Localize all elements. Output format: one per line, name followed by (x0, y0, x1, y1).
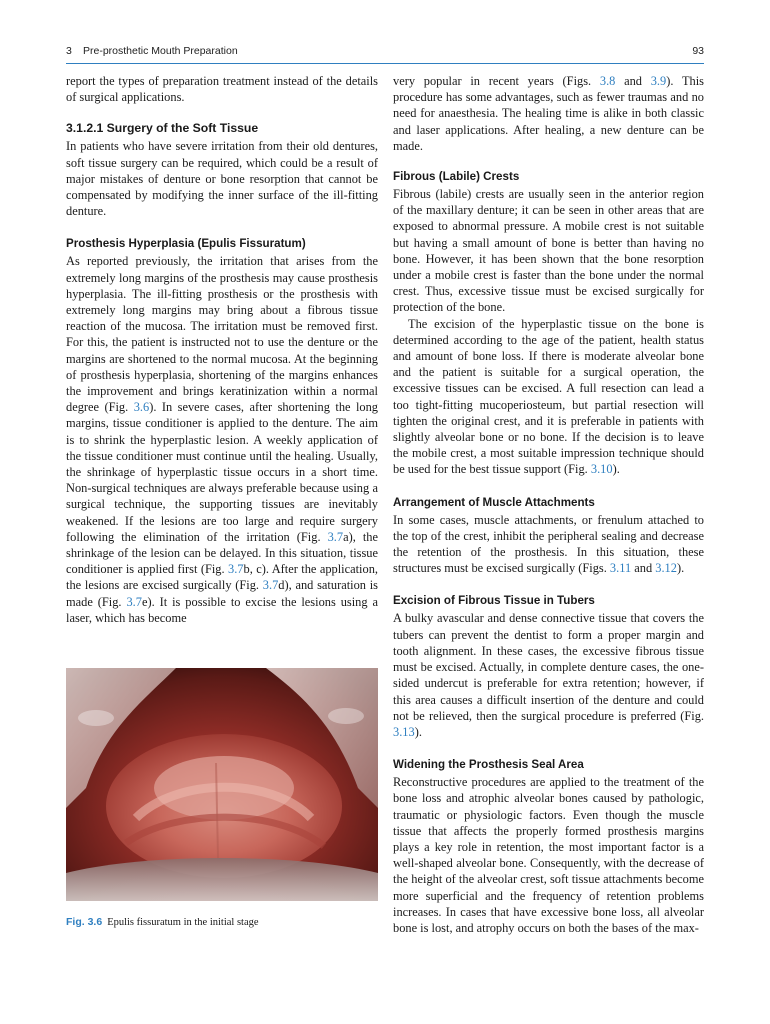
figure-link[interactable]: 3.13 (393, 724, 415, 739)
section-heading-soft-tissue: 3.1.2.1 Surgery of the Soft Tissue (66, 121, 259, 136)
subheading-seal-area: Widening the Prosthesis Seal Area (393, 758, 584, 772)
figure-link[interactable]: 3.9 (650, 74, 667, 88)
caption-text: Epulis fissuratum in the initial stage (107, 917, 259, 928)
paragraph-hyperplasia (66, 253, 378, 626)
figure-label: Fig. 3.6 (66, 916, 103, 928)
paragraph-seal-area: Reconstructive procedures are applied to the treatment of the bone loss and atrophic alveolar bones caused by pathologic, traumatic or physiologic factors. Even though the muscle tissue that affects the properly formed prosthesis margins plays a key role in retention, the most important factor is a well-shaped alveolar bone. Consequently, with the decrease of the height of the alveolar crest, soft tissue attachments become more superficial and the frequency of retention problems increases. In cases that have excessive bone loss, all alveolar bone is lost, and atrophy occurs on both the bases of the max- (393, 775, 704, 935)
text-run: b, c). After the application, the lesions are excised surgically (Fig. (66, 562, 378, 593)
right-column (393, 73, 704, 936)
subheading-tubers: Excision of Fibrous Tissue in Tubers (393, 594, 595, 608)
header-rule (66, 63, 704, 64)
text-run: and (631, 561, 656, 576)
text-run: ). (676, 561, 685, 576)
text-run: In some cases, muscle attachments, or frenulum attached to the top of the crest, inhibit the peripheral sealing and decrease the retention of the prosthesis. In this situation, these structures must be excised surgically (Figs. (393, 512, 704, 576)
paragraph-soft-tissue: In patients who have severe irritation from their old dentures, soft tissue surgery can be required, which could be a result of major mistakes of denture or bone resorption that cannot be compensated by modifying the inner surface of the ill-fitting denture. (66, 139, 378, 219)
figure-photo-epulis (66, 668, 378, 901)
figure-link[interactable]: 3.7 (228, 562, 244, 577)
text-run: The excision of the hyperplastic tissue on the bone is determined according to the age of the patient, health status and amount of bone loss. If there is moderate alveolar bone and the patient is suitable for a surgical operation, the excessive tissues can be excised. A full resection can lead a too tight-fitting mucoperiosteum, but partial resection will tighten the original crest, and it is preferable in patients with slightly alveolar bone or no bone. If the decision is to leave the mobile crest, a most suitable impression technique should be used for the best tissue support (Fig. (393, 316, 704, 477)
figure-link[interactable]: 3.7 (262, 578, 279, 593)
text-run: e). It is possible to excise the lesions using a laser, which has become (66, 594, 378, 625)
paragraph-fibrous-crests: Fibrous (labile) crests are usually seen in the anterior region of the maxillary denture; it can be seen in other areas that are exposed to abnormal pressure. A mobile crest is not suitable but having a small amount of bone is better than having no bone. However, it has been shown that the bone resorption under a mobile crest is faster than the bone under the normal crest. Thus, excessive tissue must be excised surgically for protection of the bone. (393, 187, 704, 315)
text-run: ). (414, 724, 422, 739)
figure-link[interactable]: 3.7 (126, 594, 142, 609)
paragraph-continued: report the types of preparation treatment instead of the details of surgical applications. (66, 74, 378, 105)
figure-link[interactable]: 3.10 (590, 462, 613, 477)
text-run: d), and saturation is made (Fig. (66, 578, 378, 609)
page-number: 93 (692, 45, 704, 57)
figure-link[interactable]: 3.11 (609, 561, 632, 576)
figure-link[interactable]: 3.8 (599, 74, 616, 88)
subheading-prosthesis-hyperplasia: Prosthesis Hyperplasia (Epulis Fissuratum) (66, 237, 306, 251)
running-head (66, 45, 704, 61)
figure-link[interactable]: 3.12 (655, 561, 677, 576)
text-run: very popular in recent years (Figs. (393, 74, 600, 88)
paragraph-muscle-attachments (393, 512, 704, 577)
text-run: ). In severe cases, after shortening the long margins, tissue conditioner is applied to the denture. The aim is to shrink the hyperplastic lesion. A weekly application of the tissue conditioner must continue until the healing. Usually, the shrinkage of hyperplastic tissue occurs in a short time. Non-surgical techniques are always preferable because using a surgical technique, the supporting tissues are inevitably weakened. If the lesions are too large and require surgery following the elimination of the irritation (Fig. (66, 400, 378, 544)
subheading-fibrous-crests: Fibrous (Labile) Crests (393, 170, 520, 184)
text-run: ). (612, 462, 620, 477)
paragraph-laser (393, 73, 704, 154)
chapter-number: 3 (66, 45, 72, 57)
figure-caption (66, 916, 378, 928)
text-run: As reported previously, the irritation that arises from the extremely long margins of the prosthesis may cause prosthesis hyperplasia. The ill-fitting prosthesis or the prosthesis with extremely long margins may bring about a fibrous tissue reaction of the mucosa. The irritation must be removed first. For this, the patient is instructed not to use the denture or the margins are shortened to the normal mucosa. At the beginning of prosthesis hyperplasia, shortening of the margins enhances the improvement and brings keratinization within a normal degree (Fig. (66, 254, 378, 415)
clinical-photo (66, 668, 378, 901)
paragraph-tubers (393, 610, 704, 740)
text-run: and (615, 74, 651, 88)
chapter-title: Pre-prosthetic Mouth Preparation (83, 45, 238, 57)
subheading-muscle-attachments: Arrangement of Muscle Attachments (393, 495, 595, 509)
left-column (66, 73, 378, 626)
text-run: A bulky avascular and dense connective tissue that covers the tubers can prevent the dentist to form a proper margin and tooth alignment. In these cases, the excessive fibrous tissue must be excised. Actually, in complete denture cases, the one-sided undercut is preferable for extra retention; however, if this area causes a difficult insertion of the denture and could not be relieved, then the surgical procedure is preferred (Fig. (393, 611, 704, 723)
paragraph-excision (393, 316, 704, 478)
text-run: a), the shrinkage of the lesion can be delayed. In this situation, tissue conditioner is applied first (Fig. (66, 529, 378, 577)
text-run: ). This procedure has some advantages, such as fewer traumas and no need for anaesthesia. The healing time is alike in both classic and laser applications. After healing, a new denture can be made. (393, 74, 704, 153)
figure-link[interactable]: 3.6 (133, 400, 150, 415)
figure-link[interactable]: 3.7 (327, 529, 344, 544)
